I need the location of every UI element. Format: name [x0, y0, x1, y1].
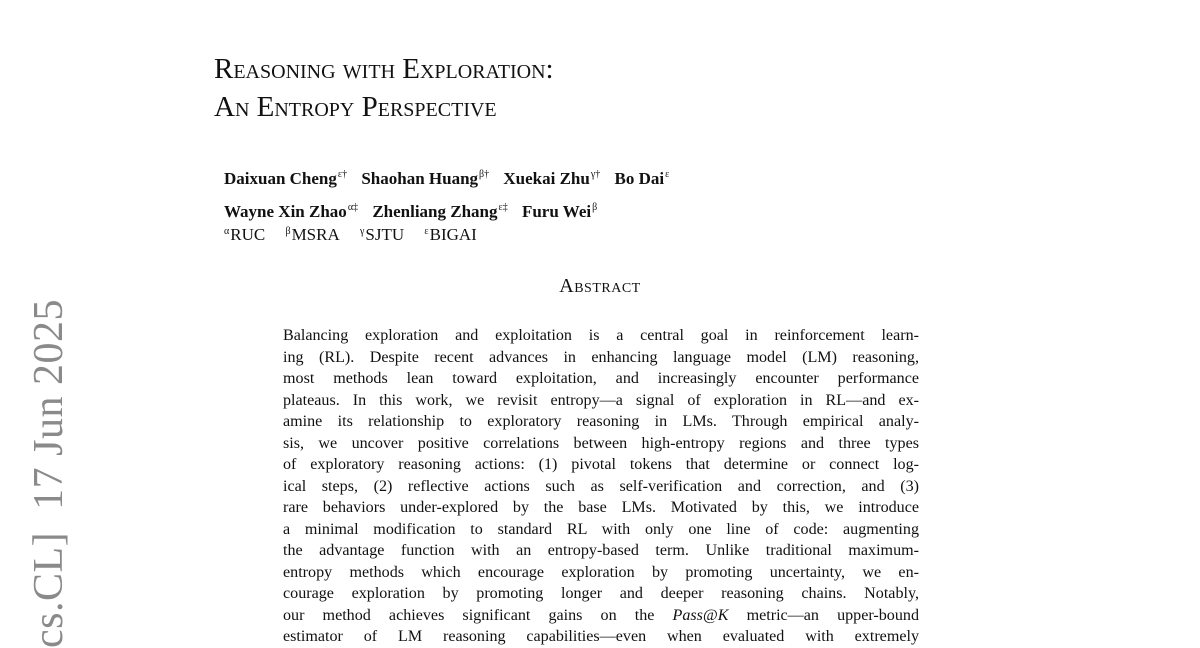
abstract-line-metric: our method achieves significant gains on the Pass@K metric—an upper-bound — [283, 606, 919, 624]
affiliation: $^\gamma$SJTU — [360, 225, 405, 244]
pass-at-k-math: Pass@K — [672, 606, 729, 624]
affiliation: $^\alpha$RUC — [224, 225, 266, 244]
author-row-1 — [224, 160, 679, 193]
paper-title — [214, 50, 554, 126]
author-list — [224, 160, 679, 226]
title-line-2: An Entropy Perspective — [214, 91, 497, 123]
abstract-line: of exploratory reasoning actions: (1) pivotal tokens that determine or connect log- — [283, 456, 919, 473]
abstract-body — [283, 325, 919, 648]
abstract-line: estimator of LM reasoning capabilities—even when evaluated with extremely — [283, 628, 919, 645]
arxiv-date: 17 Jun 2025 — [26, 298, 72, 510]
arxiv-sidebar-stamp — [28, 299, 70, 648]
abstract-line: courage exploration by promoting longer and deeper reasoning chains. Notably, — [283, 585, 919, 602]
abstract-line: the advantage function with an entropy-based term. Unlike traditional maximum- — [283, 542, 919, 559]
abstract-line: sis, we uncover positive correlations between high-entropy regions and three types — [283, 434, 919, 452]
title-line-1: Reasoning with Exploration: — [214, 53, 554, 85]
abstract-line: entropy methods which encourage exploration by promoting uncertainty, we en- — [283, 563, 919, 581]
author: Shaohan Huang$^{\beta\dagger}$ — [361, 169, 490, 188]
abstract-line: ical steps, (2) reflective actions such as self-verification and correction, and (3) — [283, 477, 919, 495]
abstract-line: most methods lean toward exploitation, and increasingly encounter performance — [283, 370, 919, 387]
affiliation: $^\beta$MSRA — [285, 225, 340, 244]
abstract-line: rare behaviors under-explored by the base LMs. Motivated by this, we introduce — [283, 499, 919, 516]
affiliation: $^\varepsilon$BIGAI — [424, 225, 477, 244]
abstract-line: Balancing exploration and exploitation is a central goal in reinforcement learn- — [283, 327, 919, 344]
author: Bo Dai$^\varepsilon$ — [614, 169, 670, 188]
author-row-2 — [224, 193, 679, 226]
author: Zhenliang Zhang$^{\varepsilon\ddagger}$ — [372, 202, 508, 221]
abstract-line: plateaus. In this work, we revisit entropy—a signal of exploration in RL—and ex- — [283, 391, 919, 409]
abstract-line: a minimal modification to standard RL with only one line of code: augmenting — [283, 520, 919, 538]
arxiv-category: cs.CL] — [26, 531, 72, 648]
author: Xuekai Zhu$^{\gamma\dagger}$ — [503, 169, 601, 188]
abstract-line: amine its relationship to exploratory reasoning in LMs. Through empirical analy- — [283, 413, 919, 430]
author: Wayne Xin Zhao$^{\alpha\ddagger}$ — [224, 202, 359, 221]
author: Daixuan Cheng$^{\varepsilon\dagger}$ — [224, 169, 348, 188]
abstract-heading: Abstract — [559, 275, 641, 297]
author: Furu Wei$^\beta$ — [521, 202, 598, 221]
affiliation-list — [224, 225, 493, 245]
abstract-line: ing (RL). Despite recent advances in enhancing language model (LM) reasoning, — [283, 348, 919, 366]
